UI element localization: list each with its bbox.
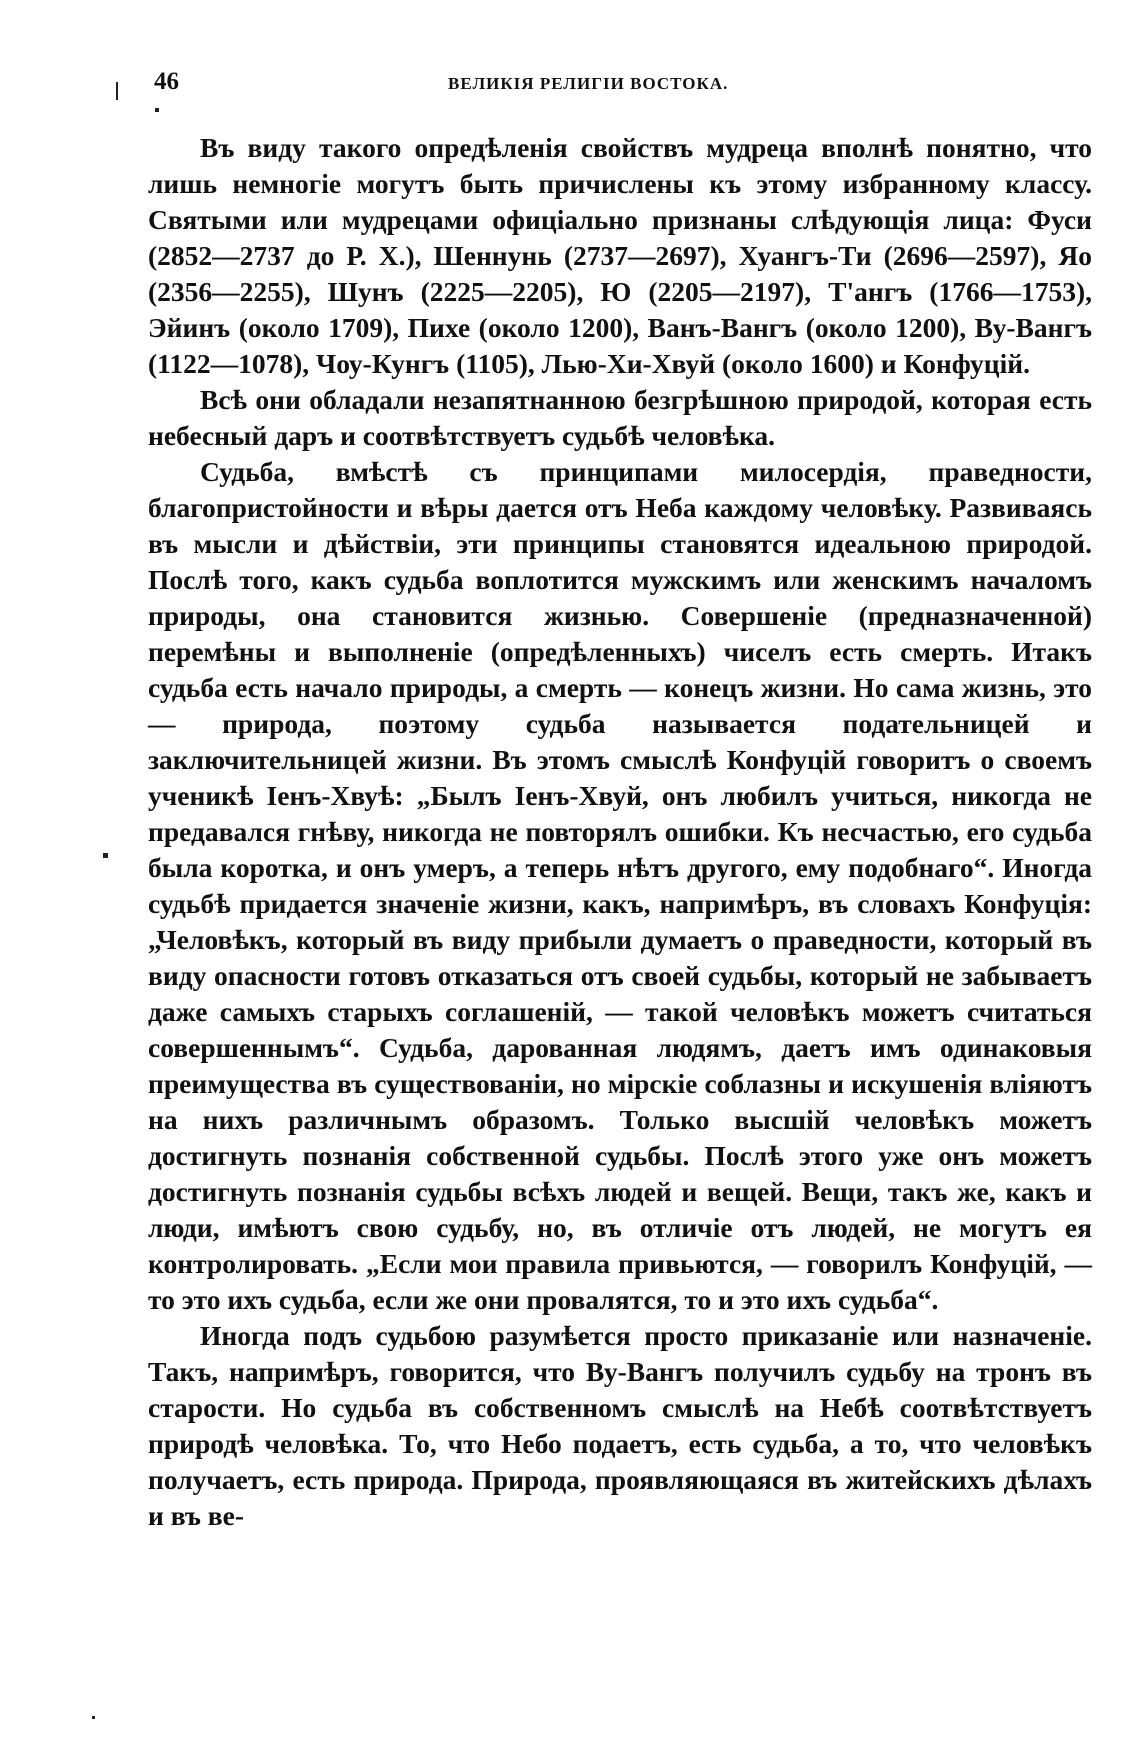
scan-speck	[116, 82, 118, 100]
paragraph: Судьба, вмѣстѣ съ принципами милосердія, праведности, благопристойности и вѣры дается отъ Неба каждому человѣку. Развиваясь въ мысли и дѣйствіи, эти принципы становятся идеальною природой. Послѣ того, какъ судьба воплотится мужскимъ или женскимъ началомъ природы, она становится жизнью. Совершеніе (предназначенной) перемѣны и выполненіе (опредѣленныхъ) чиселъ есть смерть. Итакъ судьба есть начало природы, а смерть — конецъ жизни. Но сама жизнь, это — природа, поэтому судьба называется подательницей и заключительницей жизни. Въ этомъ смыслѣ Конфуцій говоритъ о своемъ ученикѣ Іенъ-Хвуѣ: „Былъ Іенъ-Хвуй, онъ любилъ учиться, никогда не предавался гнѣву, никогда не повторялъ ошибки. Къ несчастью, его судьба была коротка, и онъ умеръ, а теперь нѣтъ другого, ему подобнаго“. Иногда судьбѣ придается значеніе жизни, какъ, напримѣръ, въ словахъ Конфуція: „Человѣкъ, который въ виду прибыли думаетъ о праведности, который въ виду опасности готовъ отказаться отъ своей судьбы, который не забываетъ даже самыхъ старыхъ соглашеній, — такой человѣкъ можетъ считаться совершеннымъ“. Судьба, дарованная людямъ, даетъ имъ одинаковыя преимущества въ существованіи, но мірскіе соблазны и искушенія вліяютъ на нихъ различнымъ образомъ. Только высшій человѣкъ можетъ достигнуть познанія собственной судьбы. Послѣ этого уже онъ можетъ достигнуть познанія судьбы всѣхъ людей и вещей. Вещи, такъ же, какъ и люди, имѣютъ свою судьбу, но, въ отличіе отъ людей, не могутъ ея контролировать. „Если мои правила привьются, — говорилъ Конфуцій, — то это ихъ судьба, если же они провалятся, то и это ихъ судьба“.	[148, 456, 1092, 1315]
paragraph: Иногда подъ судьбою разумѣется просто приказаніе или назначеніе. Такъ, напримѣръ, говорится, что Ву-Вангъ получилъ судьбу на тронъ въ старости. Но судьба въ собственномъ смыслѣ на Небѣ соотвѣтствуетъ природѣ человѣка. То, что Небо подаетъ, есть судьба, а то, что человѣкъ получаетъ, есть природа. Природа, проявляющаяся въ житейскихъ дѣлахъ и въ ве-	[148, 1320, 1092, 1531]
paragraph: Въ виду такого опредѣленія свойствъ мудреца вполнѣ понятно, что лишь немногіе могутъ быть причислены къ этому избранному классу. Святыми или мудрецами офиціально признаны слѣдующія лица: Фуси (2852—2737 до Р. Х.), Шеннунь (2737—2697), Хуангъ-Ти (2696—2597), Яо (2356—2255), Шунъ (2225—2205), Ю (2205—2197), Т'ангъ (1766—1753), Эйинъ (около 1709), Пихе (около 1200), Ванъ-Вангъ (около 1200), Ву-Вангъ (1122—1078), Чоу-Кунгъ (1105), Лью-Хи-Хвуй (около 1600) и Конфуцій.	[148, 132, 1092, 379]
scan-speck	[155, 108, 159, 112]
page-number: 46	[154, 68, 179, 95]
body-text	[148, 130, 1092, 1534]
page-header	[148, 68, 988, 102]
scan-speck	[92, 1716, 95, 1719]
running-title: ВЕЛИКІЯ РЕЛИГІИ ВОСТОКА.	[448, 74, 729, 93]
scan-speck	[103, 853, 108, 858]
paragraph: Всѣ они обладали незапятнанною безгрѣшною природой, которая есть небесный даръ и соотвѣтствуетъ судьбѣ человѣка.	[148, 384, 1092, 451]
